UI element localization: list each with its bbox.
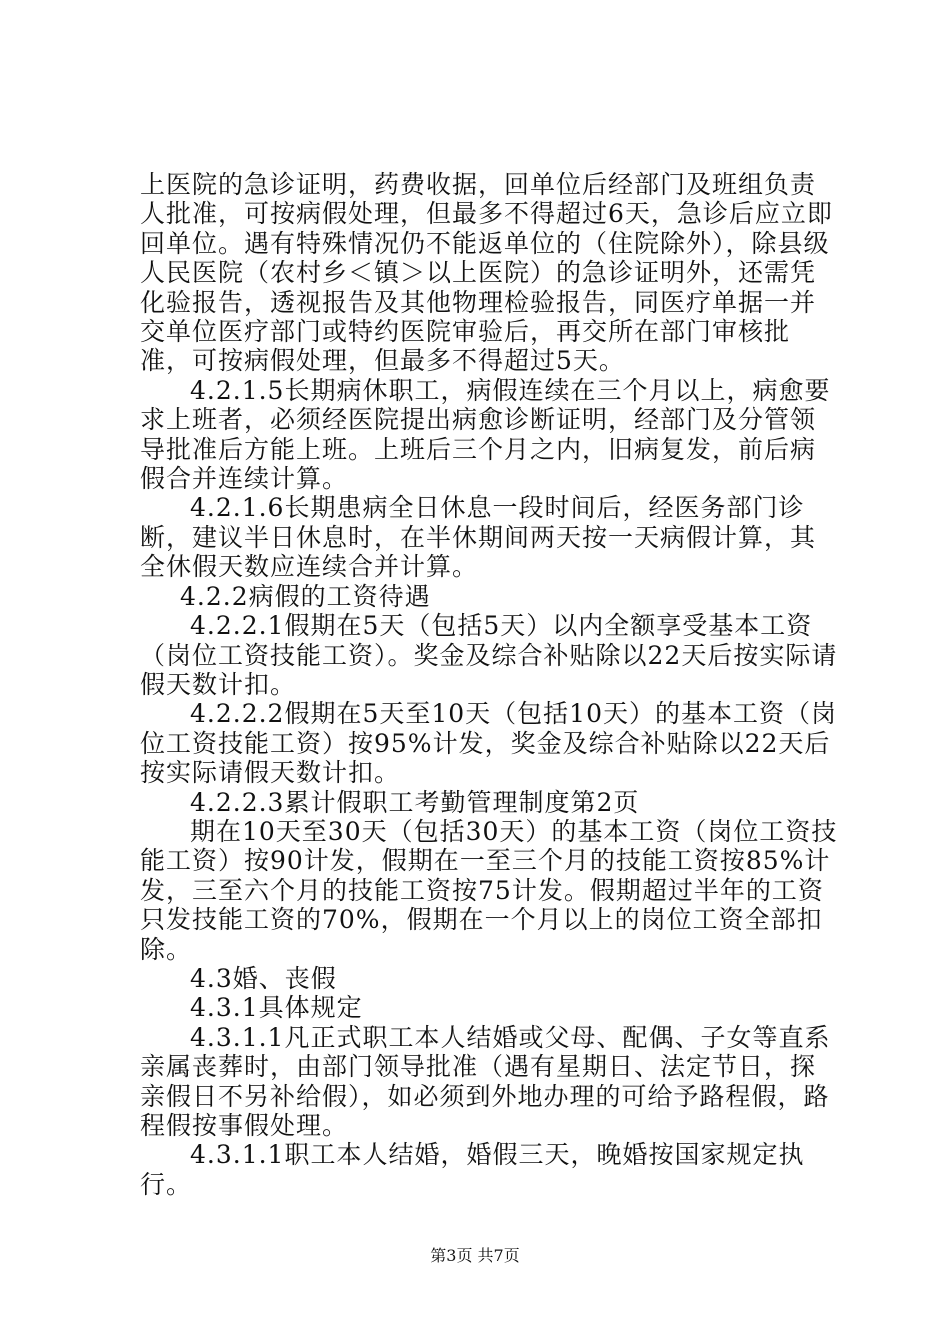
paragraph-4-2-2-1: 4.2.2.1假期在5天（包括5天）以内全额享受基本工资（岗位工资技能工资）。奖金及综合补贴除以22天后按实际请假天数计扣。 — [140, 611, 838, 699]
page-footer: 第3页 共7页 — [430, 1246, 520, 1265]
heading-4-2-2: 4.2.2病假的工资待遇 — [180, 581, 431, 611]
heading-4-3: 4.3婚、丧假 — [190, 963, 337, 993]
paragraph-4-2-2-3-continued: 期在10天至30天（包括30天）的基本工资（岗位工资技能工资）按90计发，假期在一至三个月的技能工资按85%计发，三至六个月的技能工资按75计发。假期超过半年的工资只发技能工资的70%，假期在一个月以上的岗位工资全部扣除。 — [140, 816, 838, 964]
paragraph-4-2-2-3: 4.2.2.3累计假职工考勤管理制度第2页 — [190, 787, 640, 817]
paragraph-4-2-1-5: 4.2.1.5长期病休职工，病假连续在三个月以上，病愈要求上班者，必须经医院提出病愈诊断证明，经部门及分管领导批准后方能上班。上班后三个月之内，旧病复发，前后病假合并连续计算。 — [140, 375, 831, 494]
heading-4-3-1: 4.3.1具体规定 — [190, 993, 363, 1023]
paragraph-4-2-2-2: 4.2.2.2假期在5天至10天（包括10天）的基本工资（岗位工资技能工资）按95%计发，奖金及综合补贴除以22天后按实际请假天数计扣。 — [140, 699, 837, 788]
paragraph-4-3-1-1-marriage: 4.3.1.1职工本人结婚，婚假三天，晚婚按国家规定执行。 — [140, 1140, 805, 1199]
paragraph-continuation: 上医院的急诊证明，药费收据，回单位后经部门及班组负责人批准，可按病假处理，但最多不得超过6天，急诊后应立即回单位。遇有特殊情况仍不能返单位的（住院除外），除县级人民医院（农村乡＜镇＞以上医院）的急诊证明外，还需凭化验报告，透视报告及其他物理检验报告，同医疗单据一并交单位医疗部门或特约医院审验后，再交所在部门审核批准，可按病假处理，但最多不得超过5天。 — [140, 170, 833, 376]
paragraph-4-2-1-6: 4.2.1.6长期患病全日休息一段时间后，经医务部门诊断，建议半日休息时，在半休期间两天按一天病假计算，其全休假天数应连续合并计算。 — [140, 493, 817, 582]
document-body — [140, 170, 840, 1199]
paragraph-4-3-1-1: 4.3.1.1凡正式职工本人结婚或父母、配偶、子女等直系亲属丧葬时，由部门领导批准（遇有星期日、法定节日，探亲假日不另补给假），如必须到外地办理的可给予路程假，路程假按事假处理。 — [140, 1022, 831, 1140]
